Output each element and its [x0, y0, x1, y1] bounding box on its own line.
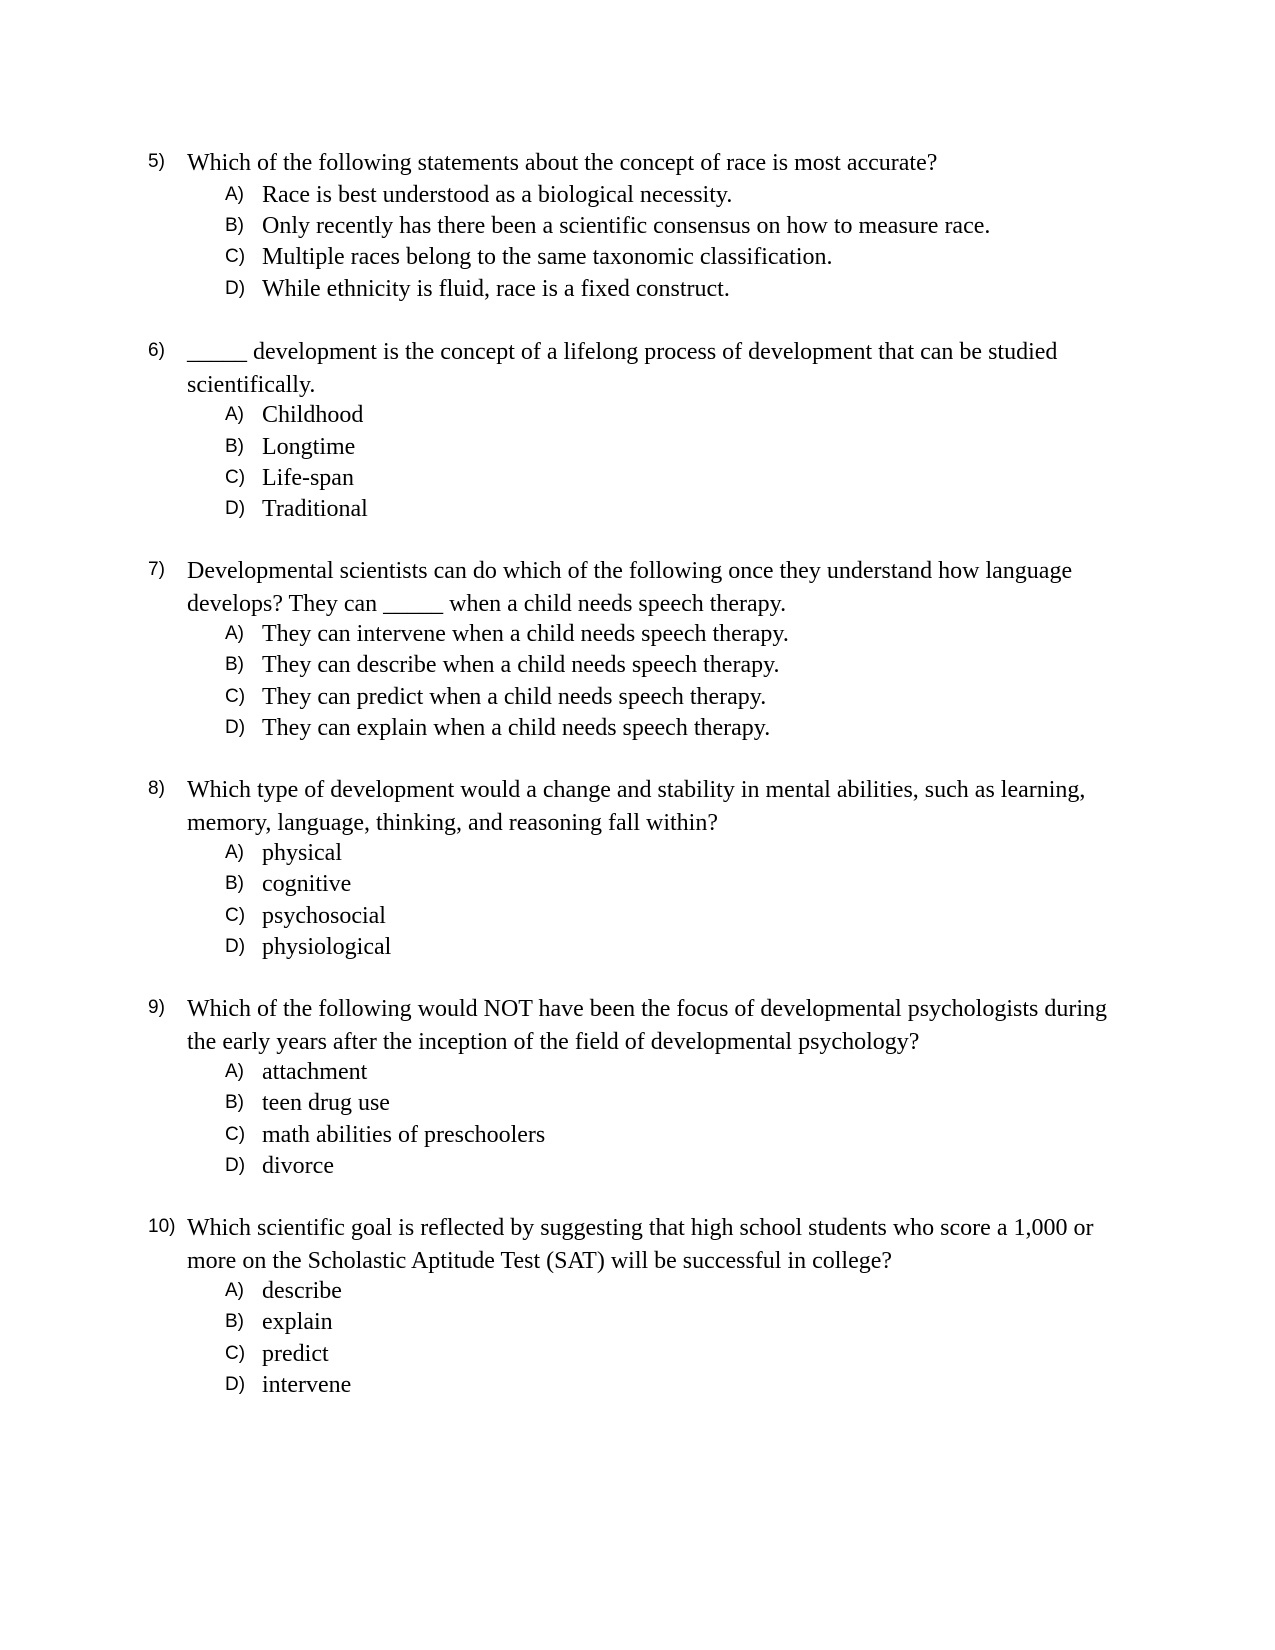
option-text: physical — [262, 840, 342, 866]
answer-option-c — [0, 1338, 1275, 1371]
answer-option-a — [0, 837, 1275, 870]
option-text: math abilities of preschoolers — [262, 1122, 546, 1148]
question-number: 7) — [148, 559, 165, 580]
option-text: Race is best understood as a biological necessity. — [262, 182, 733, 208]
option-text: Multiple races belong to the same taxonomic classification. — [262, 244, 833, 270]
answer-option-a — [0, 1056, 1275, 1089]
option-text: cognitive — [262, 871, 352, 897]
option-text: Longtime — [262, 434, 356, 460]
option-letter: B) — [225, 1092, 244, 1113]
answer-option-b — [0, 431, 1275, 464]
option-text: predict — [262, 1341, 329, 1367]
option-text: Only recently has there been a scientific consensus on how to measure race. — [262, 213, 991, 239]
question-text: Developmental scientists can do which of the following once they understand how language develops? They can _____ when a child needs speech therapy. — [187, 558, 1073, 617]
answer-option-b — [0, 1087, 1275, 1120]
answer-option-a — [0, 399, 1275, 432]
question-text: _____ development is the concept of a lifelong process of development that can be studied scientifically. — [187, 339, 1058, 398]
option-text: Childhood — [262, 402, 364, 428]
answer-option-d — [0, 493, 1275, 526]
option-letter: D) — [225, 498, 246, 519]
answer-option-d — [0, 1369, 1275, 1402]
answer-option-d — [0, 273, 1275, 306]
option-letter: D) — [225, 278, 246, 299]
answer-option-c — [0, 462, 1275, 495]
option-text: explain — [262, 1309, 333, 1335]
answer-option-a — [0, 179, 1275, 212]
option-letter: A) — [225, 1280, 244, 1301]
option-text: They can explain when a child needs speech therapy. — [262, 715, 771, 741]
option-letter: B) — [225, 873, 244, 894]
option-letter: B) — [225, 215, 244, 236]
answer-option-d — [0, 931, 1275, 964]
option-text: teen drug use — [262, 1090, 390, 1116]
option-text: divorce — [262, 1153, 334, 1179]
answer-option-d — [0, 1150, 1275, 1183]
option-text: Traditional — [262, 496, 368, 522]
option-letter: C) — [225, 1343, 246, 1364]
option-letter: D) — [225, 1374, 246, 1395]
option-letter: D) — [225, 717, 246, 738]
question-number: 10) — [148, 1216, 176, 1237]
question-number: 8) — [148, 778, 165, 799]
question-number: 9) — [148, 997, 165, 1018]
option-text: describe — [262, 1278, 342, 1304]
option-letter: D) — [225, 936, 246, 957]
answer-option-c — [0, 681, 1275, 714]
question-text: Which type of development would a change and stability in mental abilities, such as learning, memory, language, thinking, and reasoning fall within? — [187, 777, 1086, 836]
answer-option-a — [0, 618, 1275, 651]
answer-option-b — [0, 210, 1275, 243]
option-text: They can describe when a child needs speech therapy. — [262, 652, 780, 678]
option-letter: B) — [225, 436, 244, 457]
option-letter: C) — [225, 246, 246, 267]
option-letter: C) — [225, 467, 246, 488]
option-letter: D) — [225, 1155, 246, 1176]
option-letter: A) — [225, 1061, 244, 1082]
option-text: Life-span — [262, 465, 354, 491]
option-text: intervene — [262, 1372, 352, 1398]
question-text: Which of the following would NOT have been the focus of developmental psychologists during the early years after the inception of the field of developmental psychology? — [187, 996, 1108, 1055]
answer-option-c — [0, 1119, 1275, 1152]
option-text: They can predict when a child needs speech therapy. — [262, 684, 767, 710]
answer-option-d — [0, 712, 1275, 745]
option-letter: B) — [225, 1311, 244, 1332]
option-text: psychosocial — [262, 903, 386, 929]
answer-option-a — [0, 1275, 1275, 1308]
option-letter: C) — [225, 686, 246, 707]
option-letter: C) — [225, 1124, 246, 1145]
option-text: physiological — [262, 934, 392, 960]
option-letter: B) — [225, 654, 244, 675]
option-letter: C) — [225, 905, 246, 926]
option-text: They can intervene when a child needs speech therapy. — [262, 621, 789, 647]
answer-option-b — [0, 649, 1275, 682]
question-text: Which of the following statements about the concept of race is most accurate? — [187, 150, 938, 176]
option-letter: A) — [225, 184, 244, 205]
answer-option-b — [0, 1306, 1275, 1339]
option-letter: A) — [225, 623, 244, 644]
option-text: attachment — [262, 1059, 368, 1085]
question-text: Which scientific goal is reflected by suggesting that high school students who score a 1,000 or more on the Scholastic Aptitude Test (SAT) will be successful in college? — [187, 1215, 1094, 1274]
answer-option-b — [0, 868, 1275, 901]
answer-option-c — [0, 241, 1275, 274]
option-letter: A) — [225, 404, 244, 425]
question-number: 6) — [148, 340, 165, 361]
option-letter: A) — [225, 842, 244, 863]
question-number: 5) — [148, 151, 165, 172]
option-text: While ethnicity is fluid, race is a fixed construct. — [262, 276, 730, 302]
answer-option-c — [0, 900, 1275, 933]
